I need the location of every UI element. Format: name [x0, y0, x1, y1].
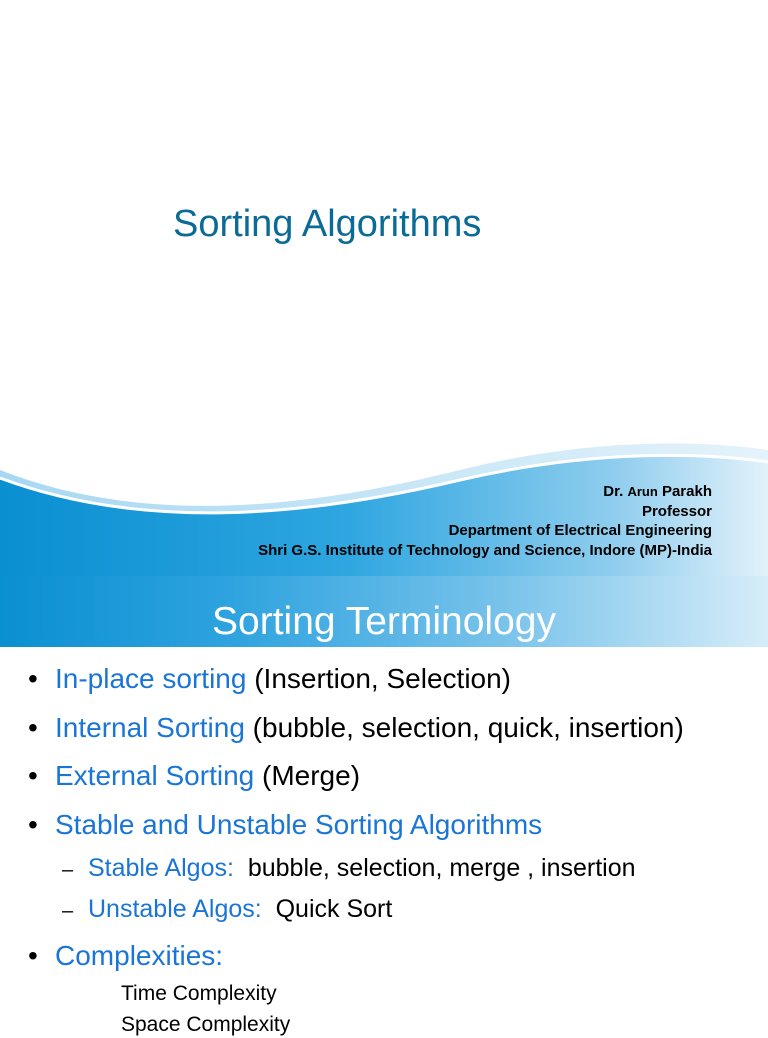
- author-position: Professor: [641, 502, 712, 520]
- complexity-space: Space Complexity: [121, 1013, 291, 1036]
- sub-bullet-unstable: – Unstable Algos: Quick Sort: [62, 894, 392, 926]
- bullet-in-place: • In-place sorting (Insertion, Selection): [28, 663, 512, 694]
- bullet-dot-icon: •: [28, 809, 38, 840]
- bullet-complexities: • Complexities:: [28, 940, 224, 971]
- author-department: Department of Electrical Engineering: [448, 522, 712, 539]
- bullet-dot-icon: •: [28, 663, 38, 694]
- bullet-stable-unstable: • Stable and Unstable Sorting Algorithms: [28, 809, 543, 840]
- author-block: [258, 482, 712, 560]
- terminology-slide: [0, 576, 768, 1036]
- dash-icon: –: [62, 900, 74, 922]
- author-institute: Shri G.S. Institute of Technology and Science, Indore (MP)-India: [258, 541, 712, 559]
- bullet-dot-icon: •: [28, 760, 38, 791]
- complexity-time: Time Complexity: [121, 982, 277, 1005]
- bullet-external: • External Sorting (Merge): [28, 760, 361, 791]
- bullet-internal: • Internal Sorting (bubble, selection, quick, insertion): [28, 712, 684, 743]
- slide-title: Sorting Terminology: [212, 600, 556, 643]
- bullet-dot-icon: •: [28, 940, 38, 971]
- presentation-title: Sorting Algorithms: [173, 203, 482, 245]
- sub-bullet-stable: – Stable Algos: bubble, selection, merge , insertion: [62, 853, 636, 885]
- author-name: Dr. Arun Parakh: [603, 483, 712, 500]
- dash-icon: –: [62, 859, 74, 881]
- bullet-dot-icon: •: [28, 712, 38, 743]
